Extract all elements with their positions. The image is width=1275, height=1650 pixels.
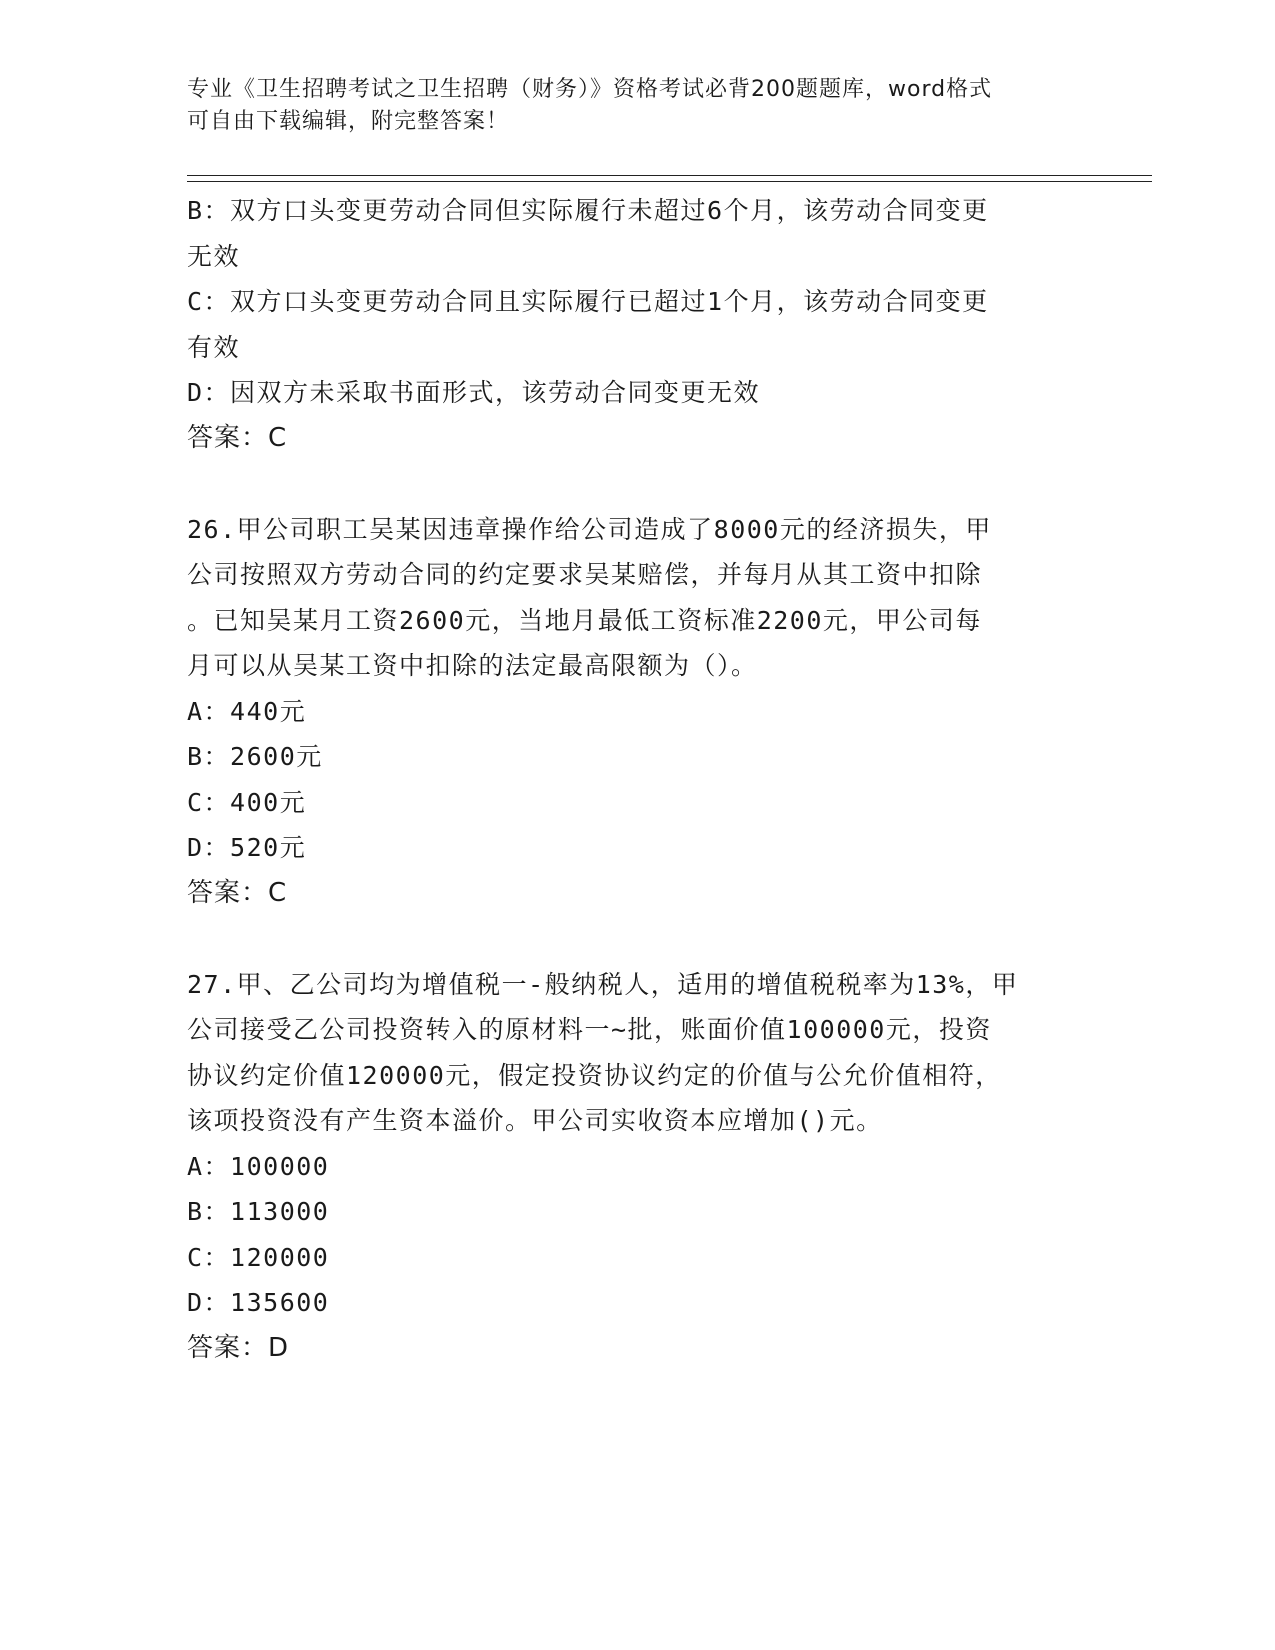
- q25-option-d: D：因双方未采取书面形式，该劳动合同变更无效: [187, 378, 761, 407]
- document-header: [187, 74, 1087, 138]
- q27-option-c: C：120000: [187, 1242, 330, 1272]
- q25-option-b-line1: B：双方口头变更劳动合同但实际履行未超过6个月，该劳动合同变更: [187, 196, 989, 225]
- header-title-line1: 专业《卫生招聘考试之卫生招聘（财务）》资格考试必背200题题库，word格式: [187, 77, 993, 102]
- q26-stem-line1: 26.甲公司职工吴某因违章操作给公司造成了8000元的经济损失，甲: [187, 514, 992, 544]
- question-27: [187, 962, 1087, 1372]
- q26-stem-line2: 公司按照双方劳动合同的约定要求吴某赔偿，并每月从其工资中扣除: [187, 560, 983, 589]
- q26-option-c: C：400元: [187, 787, 307, 817]
- q27-answer: 答案：D: [187, 1332, 290, 1363]
- question-content: [187, 188, 1087, 1371]
- q25-option-b-line2: 无效: [187, 241, 241, 271]
- header-title-line2: 可自由下载编辑，附完整答案！: [187, 109, 510, 134]
- q26-stem-line4: 月可以从吴某工资中扣除的法定最高限额为（）。: [187, 651, 758, 680]
- header-divider-top: [187, 175, 1152, 176]
- q26-option-a: A：440元: [187, 696, 307, 726]
- q27-stem-line1: 27.甲、乙公司均为增值税一-般纳税人，适用的增值税税率为13%，甲: [187, 969, 1019, 999]
- spacer: [187, 461, 1087, 507]
- header-divider-bottom: [187, 181, 1152, 182]
- q25-option-c-line1: C：双方口头变更劳动合同且实际履行已超过1个月，该劳动合同变更: [187, 287, 989, 316]
- q25-answer: 答案：C: [187, 422, 288, 453]
- q25-option-c-line2: 有效: [187, 332, 241, 362]
- q26-answer: 答案：C: [187, 877, 288, 908]
- q26-option-b: B：2600元: [187, 742, 323, 771]
- q26-stem-line3: 。已知吴某月工资2600元，当地月最低工资标准2200元，甲公司每: [187, 605, 982, 635]
- q27-stem-line4: 该项投资没有产生资本溢价。甲公司实收资本应增加()元。: [187, 1106, 883, 1135]
- question-25-tail: [187, 188, 1087, 461]
- q27-option-a: A：100000: [187, 1151, 330, 1181]
- q27-stem-line3: 协议约定价值120000元，假定投资协议约定的价值与公允价值相符，: [187, 1060, 1002, 1090]
- q26-option-d: D：520元: [187, 833, 307, 862]
- spacer: [187, 916, 1087, 962]
- q27-option-b: B：113000: [187, 1197, 330, 1226]
- question-26: [187, 507, 1087, 917]
- q27-option-d: D：135600: [187, 1288, 330, 1317]
- q27-stem-line2: 公司接受乙公司投资转入的原材料一~批，账面价值100000元，投资: [187, 1015, 992, 1044]
